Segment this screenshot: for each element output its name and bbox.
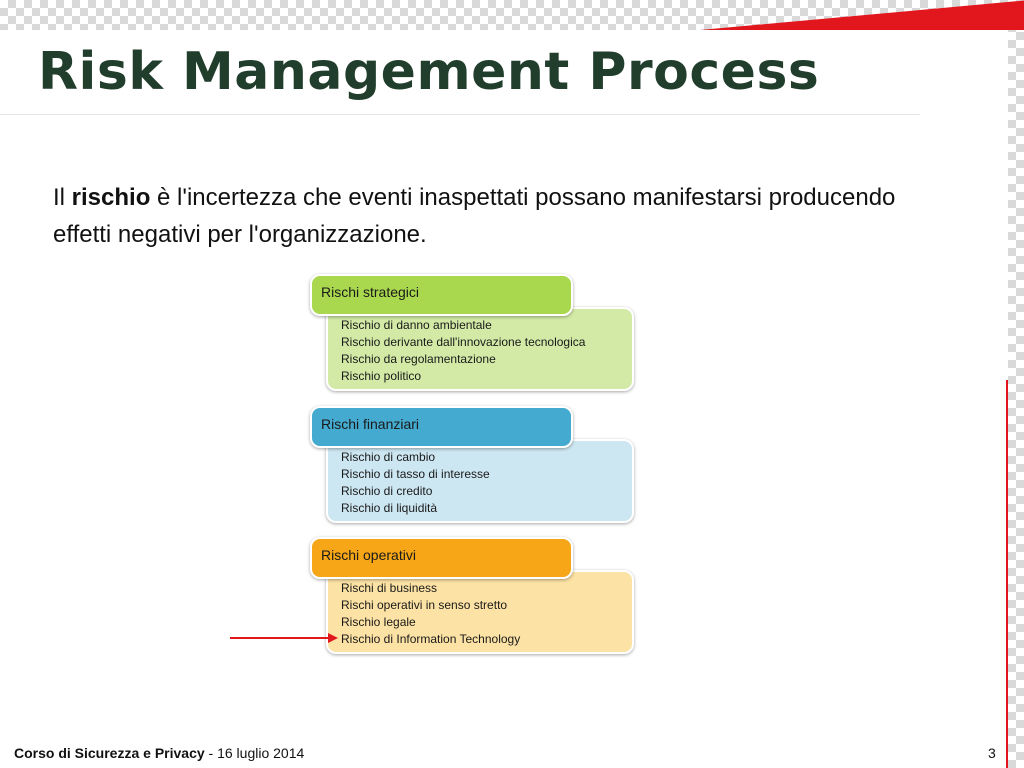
intro-text: è l'incertezza che eventi inaspettati possano manifestarsi producendo effetti negativi per l'organizzazione. — [53, 184, 896, 248]
risk-item: Rischio di Information Technology — [341, 632, 521, 646]
risk-item: Rischio derivante dall'innovazione tecnologica — [341, 335, 586, 349]
risk-item: Rischio di liquidità — [341, 501, 438, 515]
risk-item: Rischio politico — [341, 369, 422, 383]
risk-group-items — [326, 570, 634, 654]
risk-item: Rischio di tasso di interesse — [341, 467, 490, 481]
arrow-pointer-icon — [228, 630, 340, 646]
intro-prefix: Il — [53, 184, 72, 211]
risk-item: Rischio di credito — [341, 484, 433, 498]
risk-item: Rischio di cambio — [341, 450, 436, 464]
footer-date: - 16 luglio 2014 — [204, 745, 305, 761]
risk-item: Rischi operativi in senso stretto — [341, 598, 508, 612]
title-divider — [0, 114, 920, 115]
risk-item: Rischio da regolamentazione — [341, 352, 496, 366]
risk-group-title: Rischi finanziari — [310, 406, 573, 448]
footer — [14, 745, 304, 761]
risk-item: Rischi di business — [341, 581, 438, 595]
checker-background-right — [1008, 0, 1024, 768]
risk-group-title: Rischi operativi — [310, 537, 573, 579]
page-number: 3 — [988, 745, 996, 761]
footer-course: Corso di Sicurezza e Privacy — [14, 745, 205, 761]
slide — [0, 30, 1006, 768]
intro-paragraph — [53, 179, 953, 253]
slide-title: Risk Management Process — [38, 42, 820, 102]
risk-item: Rischio di danno ambientale — [341, 318, 492, 332]
risk-item: Rischio legale — [341, 615, 416, 629]
risk-group-items — [326, 439, 634, 523]
intro-keyword: rischio — [71, 184, 151, 211]
risk-group-items — [326, 307, 634, 391]
risk-group-title: Rischi strategici — [310, 274, 573, 316]
